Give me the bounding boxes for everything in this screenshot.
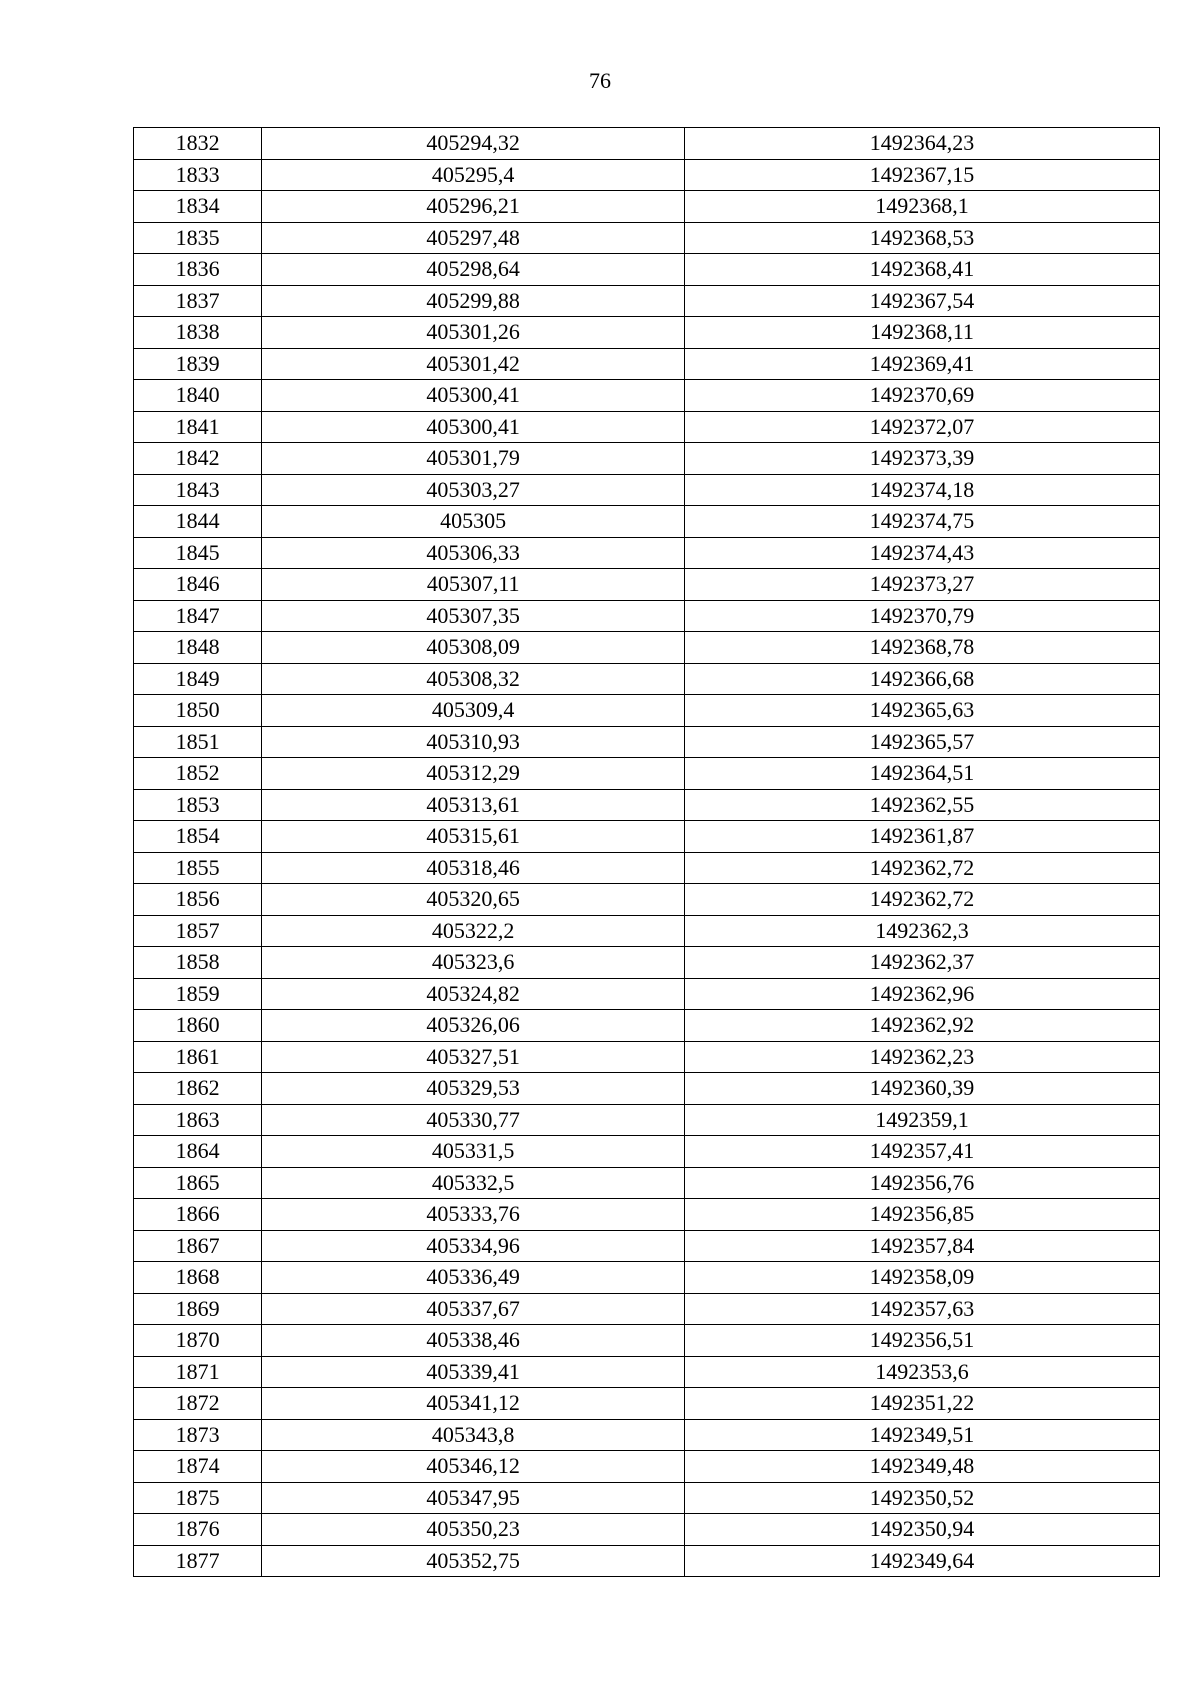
x-coordinate-cell: 405315,61: [262, 821, 685, 853]
x-coordinate-cell: 405307,11: [262, 569, 685, 601]
table-row: [134, 411, 1160, 443]
y-coordinate-cell: 1492374,43: [685, 537, 1160, 569]
x-coordinate-cell: 405307,35: [262, 600, 685, 632]
table-row: [134, 317, 1160, 349]
table-row: [134, 978, 1160, 1010]
point-number-cell: 1873: [134, 1419, 262, 1451]
x-coordinate-cell: 405341,12: [262, 1388, 685, 1420]
x-coordinate-cell: 405352,75: [262, 1545, 685, 1577]
table-row: [134, 159, 1160, 191]
table-row: [134, 1482, 1160, 1514]
y-coordinate-cell: 1492361,87: [685, 821, 1160, 853]
point-number-cell: 1857: [134, 915, 262, 947]
y-coordinate-cell: 1492367,15: [685, 159, 1160, 191]
x-coordinate-cell: 405331,5: [262, 1136, 685, 1168]
x-coordinate-cell: 405301,42: [262, 348, 685, 380]
point-number-cell: 1863: [134, 1104, 262, 1136]
table-row: [134, 1136, 1160, 1168]
y-coordinate-cell: 1492362,96: [685, 978, 1160, 1010]
y-coordinate-cell: 1492368,11: [685, 317, 1160, 349]
table-row: [134, 1104, 1160, 1136]
x-coordinate-cell: 405334,96: [262, 1230, 685, 1262]
y-coordinate-cell: 1492350,52: [685, 1482, 1160, 1514]
table-row: [134, 1419, 1160, 1451]
table-row: [134, 285, 1160, 317]
table-row: [134, 443, 1160, 475]
table-row: [134, 254, 1160, 286]
table-row: [134, 1041, 1160, 1073]
y-coordinate-cell: 1492365,63: [685, 695, 1160, 727]
table-row: [134, 695, 1160, 727]
table-row: [134, 1388, 1160, 1420]
point-number-cell: 1846: [134, 569, 262, 601]
table-row: [134, 1325, 1160, 1357]
table-row: [134, 600, 1160, 632]
y-coordinate-cell: 1492360,39: [685, 1073, 1160, 1105]
x-coordinate-cell: 405296,21: [262, 191, 685, 223]
x-coordinate-cell: 405326,06: [262, 1010, 685, 1042]
x-coordinate-cell: 405323,6: [262, 947, 685, 979]
point-number-cell: 1853: [134, 789, 262, 821]
table-row: [134, 947, 1160, 979]
y-coordinate-cell: 1492373,39: [685, 443, 1160, 475]
y-coordinate-cell: 1492362,3: [685, 915, 1160, 947]
x-coordinate-cell: 405324,82: [262, 978, 685, 1010]
y-coordinate-cell: 1492362,72: [685, 884, 1160, 916]
x-coordinate-cell: 405346,12: [262, 1451, 685, 1483]
y-coordinate-cell: 1492357,41: [685, 1136, 1160, 1168]
x-coordinate-cell: 405303,27: [262, 474, 685, 506]
x-coordinate-cell: 405339,41: [262, 1356, 685, 1388]
table-row: [134, 474, 1160, 506]
table-row: [134, 1514, 1160, 1546]
y-coordinate-cell: 1492367,54: [685, 285, 1160, 317]
table-row: [134, 1073, 1160, 1105]
point-number-cell: 1843: [134, 474, 262, 506]
y-coordinate-cell: 1492350,94: [685, 1514, 1160, 1546]
y-coordinate-cell: 1492351,22: [685, 1388, 1160, 1420]
x-coordinate-cell: 405299,88: [262, 285, 685, 317]
point-number-cell: 1836: [134, 254, 262, 286]
x-coordinate-cell: 405327,51: [262, 1041, 685, 1073]
y-coordinate-cell: 1492349,51: [685, 1419, 1160, 1451]
y-coordinate-cell: 1492372,07: [685, 411, 1160, 443]
y-coordinate-cell: 1492368,41: [685, 254, 1160, 286]
table-row: [134, 1230, 1160, 1262]
point-number-cell: 1854: [134, 821, 262, 853]
y-coordinate-cell: 1492357,84: [685, 1230, 1160, 1262]
x-coordinate-cell: 405312,29: [262, 758, 685, 790]
x-coordinate-cell: 405337,67: [262, 1293, 685, 1325]
x-coordinate-cell: 405300,41: [262, 411, 685, 443]
x-coordinate-cell: 405333,76: [262, 1199, 685, 1231]
point-number-cell: 1837: [134, 285, 262, 317]
x-coordinate-cell: 405298,64: [262, 254, 685, 286]
table-row: [134, 537, 1160, 569]
y-coordinate-cell: 1492359,1: [685, 1104, 1160, 1136]
y-coordinate-cell: 1492353,6: [685, 1356, 1160, 1388]
point-number-cell: 1848: [134, 632, 262, 664]
table-row: [134, 1293, 1160, 1325]
point-number-cell: 1874: [134, 1451, 262, 1483]
table-row: [134, 1356, 1160, 1388]
table-row: [134, 348, 1160, 380]
x-coordinate-cell: 405320,65: [262, 884, 685, 916]
point-number-cell: 1876: [134, 1514, 262, 1546]
x-coordinate-cell: 405338,46: [262, 1325, 685, 1357]
y-coordinate-cell: 1492356,51: [685, 1325, 1160, 1357]
point-number-cell: 1849: [134, 663, 262, 695]
y-coordinate-cell: 1492368,53: [685, 222, 1160, 254]
y-coordinate-cell: 1492362,55: [685, 789, 1160, 821]
point-number-cell: 1869: [134, 1293, 262, 1325]
y-coordinate-cell: 1492365,57: [685, 726, 1160, 758]
x-coordinate-cell: 405343,8: [262, 1419, 685, 1451]
x-coordinate-cell: 405308,32: [262, 663, 685, 695]
point-number-cell: 1871: [134, 1356, 262, 1388]
point-number-cell: 1841: [134, 411, 262, 443]
y-coordinate-cell: 1492357,63: [685, 1293, 1160, 1325]
point-number-cell: 1833: [134, 159, 262, 191]
point-number-cell: 1864: [134, 1136, 262, 1168]
x-coordinate-cell: 405306,33: [262, 537, 685, 569]
point-number-cell: 1859: [134, 978, 262, 1010]
y-coordinate-cell: 1492364,51: [685, 758, 1160, 790]
y-coordinate-cell: 1492368,78: [685, 632, 1160, 664]
point-number-cell: 1856: [134, 884, 262, 916]
table-row: [134, 222, 1160, 254]
point-number-cell: 1868: [134, 1262, 262, 1294]
point-number-cell: 1838: [134, 317, 262, 349]
point-number-cell: 1834: [134, 191, 262, 223]
table-row: [134, 663, 1160, 695]
point-number-cell: 1865: [134, 1167, 262, 1199]
x-coordinate-cell: 405350,23: [262, 1514, 685, 1546]
x-coordinate-cell: 405301,79: [262, 443, 685, 475]
table-row: [134, 1262, 1160, 1294]
x-coordinate-cell: 405301,26: [262, 317, 685, 349]
x-coordinate-cell: 405305: [262, 506, 685, 538]
table-row: [134, 821, 1160, 853]
table-row: [134, 1451, 1160, 1483]
table-row: [134, 128, 1160, 160]
y-coordinate-cell: 1492370,69: [685, 380, 1160, 412]
y-coordinate-cell: 1492362,92: [685, 1010, 1160, 1042]
x-coordinate-cell: 405313,61: [262, 789, 685, 821]
coordinates-table-body: [134, 128, 1160, 1577]
point-number-cell: 1861: [134, 1041, 262, 1073]
y-coordinate-cell: 1492374,18: [685, 474, 1160, 506]
x-coordinate-cell: 405309,4: [262, 695, 685, 727]
point-number-cell: 1855: [134, 852, 262, 884]
point-number-cell: 1842: [134, 443, 262, 475]
y-coordinate-cell: 1492368,1: [685, 191, 1160, 223]
x-coordinate-cell: 405308,09: [262, 632, 685, 664]
table-row: [134, 852, 1160, 884]
table-row: [134, 726, 1160, 758]
point-number-cell: 1862: [134, 1073, 262, 1105]
x-coordinate-cell: 405310,93: [262, 726, 685, 758]
table-row: [134, 1545, 1160, 1577]
page-number: 76: [589, 68, 611, 93]
table-row: [134, 789, 1160, 821]
y-coordinate-cell: 1492349,64: [685, 1545, 1160, 1577]
table-row: [134, 191, 1160, 223]
x-coordinate-cell: 405322,2: [262, 915, 685, 947]
table-row: [134, 569, 1160, 601]
point-number-cell: 1839: [134, 348, 262, 380]
table-row: [134, 1167, 1160, 1199]
y-coordinate-cell: 1492373,27: [685, 569, 1160, 601]
y-coordinate-cell: 1492362,72: [685, 852, 1160, 884]
x-coordinate-cell: 405347,95: [262, 1482, 685, 1514]
point-number-cell: 1872: [134, 1388, 262, 1420]
x-coordinate-cell: 405336,49: [262, 1262, 685, 1294]
table-row: [134, 506, 1160, 538]
x-coordinate-cell: 405329,53: [262, 1073, 685, 1105]
x-coordinate-cell: 405332,5: [262, 1167, 685, 1199]
y-coordinate-cell: 1492362,23: [685, 1041, 1160, 1073]
point-number-cell: 1867: [134, 1230, 262, 1262]
point-number-cell: 1832: [134, 128, 262, 160]
table-row: [134, 884, 1160, 916]
point-number-cell: 1844: [134, 506, 262, 538]
x-coordinate-cell: 405294,32: [262, 128, 685, 160]
x-coordinate-cell: 405297,48: [262, 222, 685, 254]
point-number-cell: 1858: [134, 947, 262, 979]
table-row: [134, 915, 1160, 947]
y-coordinate-cell: 1492364,23: [685, 128, 1160, 160]
table-row: [134, 758, 1160, 790]
y-coordinate-cell: 1492369,41: [685, 348, 1160, 380]
y-coordinate-cell: 1492366,68: [685, 663, 1160, 695]
point-number-cell: 1845: [134, 537, 262, 569]
table-row: [134, 380, 1160, 412]
x-coordinate-cell: 405295,4: [262, 159, 685, 191]
y-coordinate-cell: 1492370,79: [685, 600, 1160, 632]
y-coordinate-cell: 1492356,85: [685, 1199, 1160, 1231]
point-number-cell: 1847: [134, 600, 262, 632]
y-coordinate-cell: 1492374,75: [685, 506, 1160, 538]
point-number-cell: 1860: [134, 1010, 262, 1042]
table-row: [134, 1010, 1160, 1042]
point-number-cell: 1877: [134, 1545, 262, 1577]
point-number-cell: 1875: [134, 1482, 262, 1514]
y-coordinate-cell: 1492349,48: [685, 1451, 1160, 1483]
y-coordinate-cell: 1492356,76: [685, 1167, 1160, 1199]
point-number-cell: 1850: [134, 695, 262, 727]
table-row: [134, 1199, 1160, 1231]
point-number-cell: 1851: [134, 726, 262, 758]
table-row: [134, 632, 1160, 664]
point-number-cell: 1866: [134, 1199, 262, 1231]
point-number-cell: 1852: [134, 758, 262, 790]
point-number-cell: 1870: [134, 1325, 262, 1357]
x-coordinate-cell: 405300,41: [262, 380, 685, 412]
x-coordinate-cell: 405318,46: [262, 852, 685, 884]
coordinates-table: [133, 127, 1160, 1577]
x-coordinate-cell: 405330,77: [262, 1104, 685, 1136]
y-coordinate-cell: 1492358,09: [685, 1262, 1160, 1294]
point-number-cell: 1840: [134, 380, 262, 412]
point-number-cell: 1835: [134, 222, 262, 254]
y-coordinate-cell: 1492362,37: [685, 947, 1160, 979]
